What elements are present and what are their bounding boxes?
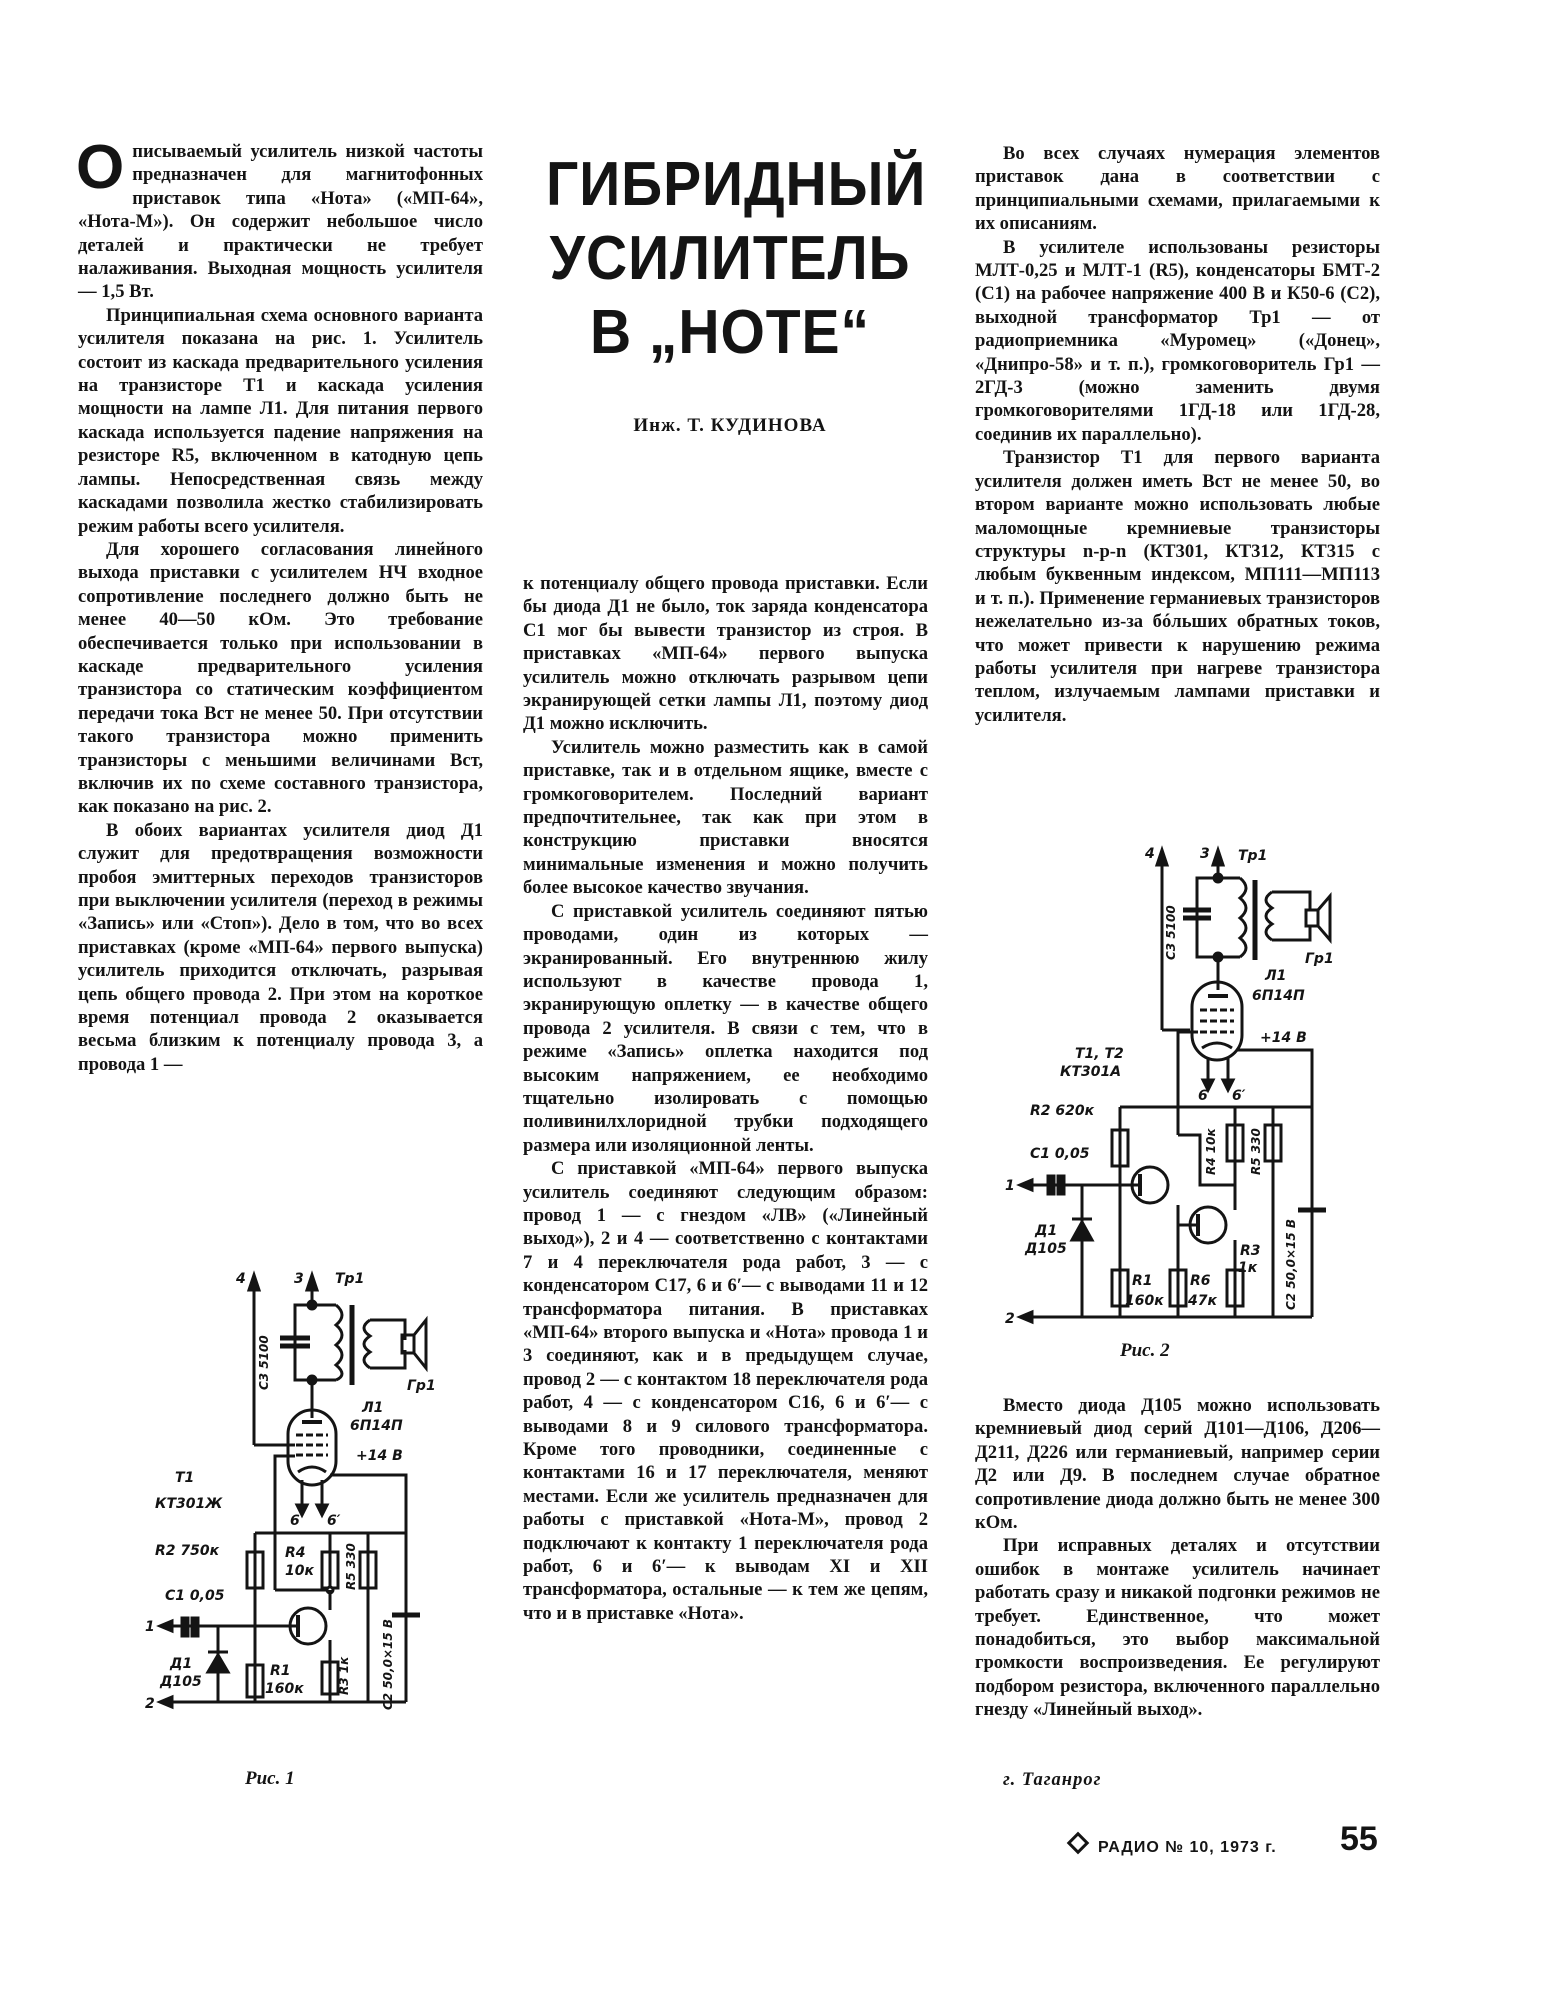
magazine-issue: РАДИО № 10, 1973 г. xyxy=(1098,1839,1277,1856)
label: Тр1 xyxy=(1238,848,1268,864)
paragraph: В обоих вариантах усилителя диод Д1 служит для предотвращения возможности пробоя эмиттерных переходов транзисторов при выключении усилителя (переход в режимы «Запись» или «Стоп»). Дело в том, что во всех приставках (кроме «МП-64» первого выпуска) усилитель приходится отключать, разрывая цепь общего провода 2. При этом на короткое время потенциал провода 2 оказывается весьма близким к потенциалу провода 3, а провода 1 — xyxy=(78,819,483,1075)
arrow-icon xyxy=(307,1275,317,1290)
arrow-icon xyxy=(249,1275,259,1290)
speaker-cone xyxy=(1318,896,1330,940)
wire xyxy=(295,1305,336,1380)
wire xyxy=(370,1350,405,1368)
arrow-icon xyxy=(317,1505,327,1515)
label: Т1, Т2 xyxy=(1075,1046,1124,1062)
label: С2 50,0×15 В xyxy=(381,1618,395,1710)
author-byline: Инж. Т. КУДИНОВА xyxy=(633,415,827,436)
label: Тр1 xyxy=(335,1271,365,1287)
label: R5 330 xyxy=(1249,1128,1263,1175)
label: 47к xyxy=(1188,1293,1217,1309)
speaker-icon xyxy=(1306,910,1318,926)
label: 160к xyxy=(1125,1293,1164,1309)
label: 4 xyxy=(1145,846,1155,862)
label: 160к xyxy=(265,1681,304,1697)
label: R6 xyxy=(1190,1273,1211,1289)
paragraph: При исправных деталях и отсутствии ошибок в монтаже усилитель начинает работать сразу и никакой подгонки режимов не требует. Единственное, что может понадобиться, это выбор максимальной громкости воспроизведения. Ее регулируют подбором резистора, включенного параллельно гнезду «Линейный выход». xyxy=(975,1535,1380,1721)
capacitor-c1 xyxy=(1048,1176,1054,1194)
label: 10к xyxy=(285,1563,314,1579)
diamond-icon xyxy=(1067,1832,1090,1855)
label: +14 В xyxy=(356,1448,403,1464)
label: 6′ xyxy=(327,1513,341,1529)
label: 6П14П xyxy=(1252,988,1305,1004)
label: 1 xyxy=(145,1619,155,1635)
transformer-winding xyxy=(1240,878,1246,957)
label: R3 1к xyxy=(337,1656,351,1695)
label: 6 xyxy=(290,1513,300,1529)
label: R5 330 xyxy=(344,1543,358,1590)
page-number: 55 xyxy=(1340,1820,1378,1858)
label: Д105 xyxy=(160,1674,202,1690)
label: R4 xyxy=(285,1545,306,1561)
label: С3 5100 xyxy=(257,1335,271,1390)
cathode xyxy=(298,1467,326,1472)
label: R3 xyxy=(1240,1243,1261,1259)
diode-icon xyxy=(208,1655,228,1672)
wire xyxy=(1272,926,1310,940)
label: 1к xyxy=(1238,1260,1258,1276)
schematic-1-svg xyxy=(130,1250,450,1740)
label: 2 xyxy=(1005,1311,1015,1327)
arrow-icon xyxy=(1020,1312,1032,1322)
label: Л1 xyxy=(1265,968,1287,984)
label: КТ301А xyxy=(1060,1064,1122,1080)
label: Д105 xyxy=(1025,1241,1067,1257)
column-right-top xyxy=(975,142,1380,727)
wire xyxy=(1272,892,1310,910)
label: 3 xyxy=(294,1271,304,1287)
arrow-icon xyxy=(1020,1180,1032,1190)
label: Д1 xyxy=(1035,1223,1058,1239)
paragraph: к потенциалу общего провода приставки. Если бы диода Д1 не было, ток заряда конденсатора С1 мог бы вывести транзистор из строя. В приставках «МП-64» первого выпуска усилитель можно отключать разрывом цепи экранирующей сетки лампы Л1, поэтому диод Д1 можно исключить. xyxy=(523,573,928,735)
capacitor-c1 xyxy=(192,1618,198,1636)
paragraph: Принципиальная схема основного варианта усилителя показана на рис. 1. Усилитель состоит из каскада предварительного усиления на транзисторе Т1 и каскада усиления мощности на лампе Л1. Для питания первого каскада используется падение напряжения на резисторе R5, включенном в катодную цепь лампы. Непосредственная связь между каскадами позволила жестко стабилизировать режим работы всего усилителя. xyxy=(78,304,483,537)
capacitor-c1 xyxy=(182,1618,188,1636)
label: 6′ xyxy=(1232,1088,1246,1104)
diode-icon xyxy=(1072,1222,1092,1240)
label: R4 10к xyxy=(1204,1128,1218,1175)
schematic-2-svg xyxy=(990,830,1340,1330)
label: +14 В xyxy=(1260,1030,1307,1046)
node xyxy=(308,1301,316,1309)
title-line: В „НОТЕ“ xyxy=(590,298,870,367)
paragraph: Вместо диода Д105 можно использовать кремниевый диод серий Д101—Д106, Д206—Д211, Д226 или германиевый, например серии Д2 или Д9. В последнем случае обратное сопротивление диода должно быть не менее 300 кОм. xyxy=(975,1395,1380,1534)
paragraph: В усилителе использованы резисторы МЛТ-0,25 и МЛТ-1 (R5), конденсаторы БМТ-2 (С1) на рабочее напряжение 400 В и К50-6 (С2), выходной трансформатор Тр1 — от радиоприемника «Муромец» («Донец», «Днипро-58» и т. п.), громкоговоритель Гр1 — 2ГД-3 (можно заменить двумя громкоговорителями 1ГД-18 или 1ГД-28, соединив их параллельно). xyxy=(975,236,1380,445)
label: С1 0,05 xyxy=(1030,1146,1090,1162)
wire xyxy=(370,1320,405,1340)
label: Гр1 xyxy=(1305,951,1334,967)
label: 4 xyxy=(236,1271,246,1287)
schematic-figure-2 xyxy=(990,830,1340,1330)
label: Д1 xyxy=(170,1656,193,1672)
paragraph: Транзистор Т1 для первого варианта усилителя должен иметь Вст не менее 50, во втором варианте можно использовать любые маломощные кремниевые транзисторы структуры n-p-n (КТ301, КТ312, КТ315 с любым буквенным индексом, МП111—МП113 и т. п.). Применение германиевых транзисторов нежелательно из-за бóльших обратных токов, что может привести к нарушению режима работы усилителя при нагреве транзистора теплом, излучаемым лампами приставки и усилителя. xyxy=(975,447,1380,726)
drop-cap: О xyxy=(76,133,125,202)
arrow-icon xyxy=(160,1697,172,1707)
arrow-icon xyxy=(160,1621,172,1631)
label: С1 0,05 xyxy=(165,1588,225,1604)
arrow-icon xyxy=(1213,850,1223,865)
arrow-icon xyxy=(1157,850,1167,865)
label: 2 xyxy=(145,1696,155,1712)
transformer-winding xyxy=(364,1320,370,1368)
paragraph-text: писываемый усилитель низкой частоты предназначен для магнитофонных приставок типа «Нота» («МП-64», «Нота-М»). Он содержит небольшое число деталей и практически не требует налаживания. Выходная мощность усилителя — 1,5 Вт. xyxy=(78,141,483,303)
schematic-figure-1 xyxy=(130,1250,450,1740)
figure-2-caption: Рис. 2 xyxy=(1120,1340,1170,1361)
paragraph: Во всех случаях нумерация элементов приставок дана в соответствии с принципиальными схемами, прилагаемыми к их описаниям. xyxy=(975,143,1380,235)
paragraph: С приставкой «МП-64» первого выпуска усилитель соединяют следующим образом: провод 1 — с гнездом «ЛВ» («Линейный выход»), 2 и 4 — соответственно с контактами 7 и 4 переключателя рода работ, 3 — с конденсатором С17, 6 и 6′— с выводами 11 и 12 трансформатора питания. В приставках «МП-64» второго выпуска и «Нота» провода 1 и 3 соединяют, как и в предыдущем случае, провод 2 — с контактом 18 переключателя рода работ, 4 — с конденсатором С16, 6 и 6′— с выводами 8 и 9 силового трансформатора. Кроме того проводники, соединенные с контактами 16 и 17 переключателя, меняют местами. Если же усилитель предназначен для работы с приставкой «Нота-М», провод 2 подключают к контакту 1 переключателя рода работ, 6 и 6′— к выводам XI и XII трансформатора, остальные — к тем же цепям, что и в приставке «Нота». xyxy=(523,1158,928,1624)
title-line: УСИЛИТЕЛЬ xyxy=(549,224,911,293)
column-right-bottom xyxy=(975,1394,1380,1722)
label: R1 xyxy=(1132,1273,1153,1289)
label: Гр1 xyxy=(407,1378,436,1394)
label: Л1 xyxy=(362,1400,384,1416)
column-middle xyxy=(523,572,928,1625)
magazine-footer xyxy=(1070,1835,1277,1857)
node xyxy=(1214,874,1222,882)
column-left xyxy=(76,133,483,1076)
label: 6 xyxy=(1198,1088,1208,1104)
speaker-cone xyxy=(414,1320,426,1368)
paragraph xyxy=(76,133,483,304)
article-title xyxy=(546,148,927,370)
cathode xyxy=(1202,1043,1232,1048)
paragraph: Для хорошего согласования линейного выхода приставки с усилителем НЧ входное сопротивление последнего должно быть не менее 40—50 кОм. Это требование обеспечивается только при использовании в каскаде предварительного усиления транзистора со статическим коэффициентом передачи тока Вст не менее 50. При отсутствии такого транзистора можно применить транзисторы с меньшими величинами Вст, включив их по схеме составного транзистора, как показано на рис. 2. xyxy=(78,538,483,818)
label: R1 xyxy=(270,1663,291,1679)
transformer-winding xyxy=(336,1305,342,1380)
transformer-winding xyxy=(1266,892,1272,940)
label: Т1 xyxy=(175,1470,195,1486)
label: R2 620к xyxy=(1030,1103,1095,1119)
figure-1-caption: Рис. 1 xyxy=(245,1768,295,1789)
paragraph: С приставкой усилитель соединяют пятью проводами, один из которых — экранированный. Его внутреннюю жилу используют в качестве провода 1, экранирующую оплетку — в качестве общего провода 2 усилителя. В связи с тем, что в режиме «Запись» оплетка находится под высоким напряжением, ее необходимо тщательно изолировать с помощью поливинилхлоридной трубки подходящего размера или изоляционной ленты. xyxy=(523,900,928,1156)
label: С2 50,0×15 В xyxy=(1284,1218,1298,1310)
capacitor-c1 xyxy=(1058,1176,1064,1194)
title-line: ГИБРИДНЫЙ xyxy=(546,150,927,219)
city-signature: г. Таганрог xyxy=(1003,1770,1102,1790)
paragraph: Усилитель можно разместить как в самой приставке, так и в отдельном ящике, вместе с громкоговорителем. Последний вариант предпочтительнее, так как при этом в конструкцию приставки вносятся минимальные изменения и можно получить более высокое качество звучания. xyxy=(523,736,928,899)
label: R2 750к xyxy=(155,1543,220,1559)
label: КТ301Ж xyxy=(155,1496,223,1512)
label: С3 5100 xyxy=(1164,905,1178,960)
label: 6П14П xyxy=(350,1418,403,1434)
label: 1 xyxy=(1005,1178,1015,1194)
label: 3 xyxy=(1200,846,1210,862)
